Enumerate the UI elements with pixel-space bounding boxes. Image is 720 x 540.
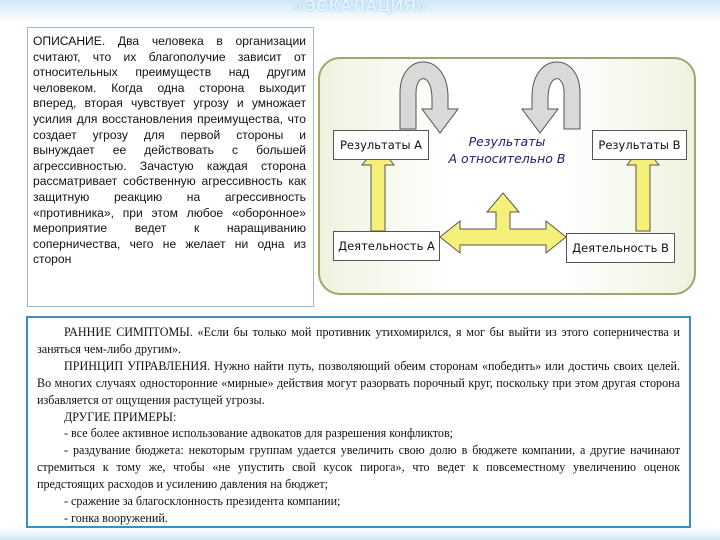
node-relative-results-line2: А относительно В	[448, 151, 566, 166]
node-activity-b	[566, 233, 675, 263]
node-results-a-label: Результаты А	[339, 138, 423, 152]
example-arms-race: - гонка вооружений.	[64, 510, 168, 525]
example-budget: - раздувание бюджета: некоторым группам удается увеличить свою долю в бюджете компании, а другие начинают стремиться к тому же, чтобы «не упустить свой кусок пирога», что ведет к повсеместному увеличению оценок предстоящих расходов и усилению давления на бюджет;	[37, 443, 680, 492]
early-symptoms-paragraph: РАННИЕ СИМПТОМЫ. «Если бы только мой противник утихомирился, я мог бы выйти из этого соперничества и заняться чем-либо другим».	[37, 325, 680, 356]
node-results-b-label: Результаты В	[598, 138, 681, 152]
description-text: ОПИСАНИЕ. Два человека в организации считают, что их благополучие зависит от относительных преимуществ над другим человеком. Когда одна сторона выходит вперед, вторая чувствует угрозу и умножает усилия для восстановления преимущества, что создает угрозу для первой стороны и вынуждает ее действовать с большей агрессивностью. Зачастую каждая сторона рассматривает собственную агрессивность как защитную реакцию на агрессивность «противника», при этом любое «оборонное» мероприятие ведет к наращиванию соперничества, чего не желает ни одна из сторон	[33, 34, 306, 267]
left-loop-arrow	[400, 62, 458, 133]
slide-title: «ЭСКАЛАЦИЯ»	[293, 0, 427, 15]
node-activity-a-label: Деятельность А	[338, 239, 435, 253]
right-loop-arrow	[522, 62, 580, 133]
other-examples-heading: ДРУГИЕ ПРИМЕРЫ:	[64, 409, 177, 424]
node-results-a	[333, 130, 429, 160]
example-lawyers: - все более активное использование адвокатов для разрешения конфликтов;	[64, 426, 454, 441]
description-box	[27, 27, 314, 307]
notes-box	[26, 316, 691, 528]
example-president: - сражение за благосклонность президента компании;	[64, 494, 341, 509]
node-results-b	[592, 130, 687, 160]
node-activity-b-label: Деятельность В	[572, 241, 669, 255]
bottom-band	[0, 528, 720, 540]
node-relative-results	[432, 130, 582, 170]
node-relative-results-line1: Результаты	[468, 134, 546, 149]
management-principle-paragraph: ПРИНЦИП УПРАВЛЕНИЯ. Нужно найти путь, позволяющий обеим сторонам «победить» или достичь своих целей. Во многих случаях односторонние «мирные» действия могут разорвать порочный круг, поскольку при этом другая сторона избавляется от ощущения растущей угрозы.	[37, 358, 680, 407]
node-activity-a	[333, 231, 440, 261]
yellow-t-arrow	[440, 193, 566, 253]
